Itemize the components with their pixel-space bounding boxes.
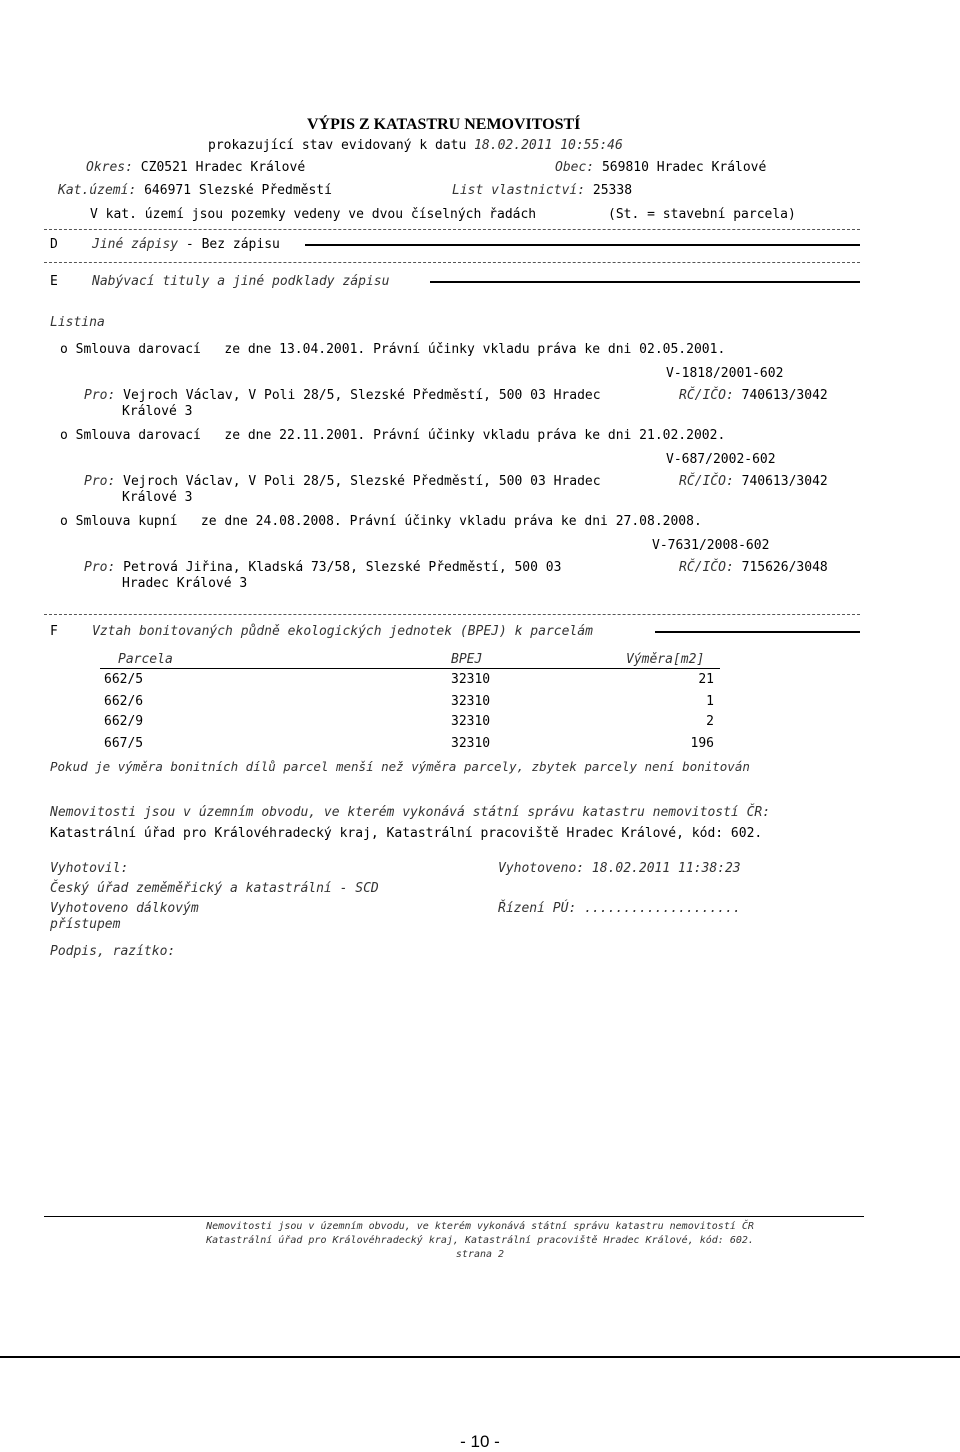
office-line-1: Nemovitosti jsou v územním obvodu, ve kterém vykonává státní správu katastru nemovitostí ČR: xyxy=(50,805,771,820)
table-header-rule xyxy=(100,668,720,669)
section-d-title: Jiné zápisy xyxy=(92,237,179,252)
rc-value: 740613/3042 xyxy=(741,474,828,489)
divider xyxy=(655,631,860,633)
vyhotoveno-label: Vyhotoveno: xyxy=(498,861,585,876)
vyhotovil-value: Český úřad zeměměřický a katastrální - SCD xyxy=(50,881,379,896)
cell-bpej: 32310 xyxy=(451,714,491,729)
listina-item xyxy=(60,428,725,443)
cell-bpej: 32310 xyxy=(451,672,491,687)
pro-text: Petrová Jiřina, Kladská 73/58, Slezské Předměstí, 500 03 xyxy=(123,560,562,575)
rc-line xyxy=(679,388,828,403)
pro-line-2: Hradec Králové 3 xyxy=(122,576,248,591)
page-number: - 10 - xyxy=(460,1432,500,1451)
section-f-title: Vztah bonitovaných půdně ekologických jednotek (BPEJ) k parcelám xyxy=(92,624,593,639)
divider xyxy=(305,244,860,246)
divider xyxy=(44,614,860,615)
rc-label: RČ/IČO: xyxy=(679,388,734,403)
kat-row xyxy=(58,183,332,198)
divider xyxy=(430,281,860,283)
cell-bpej: 32310 xyxy=(451,736,491,751)
pro-label: Pro: xyxy=(84,474,116,489)
obec-row xyxy=(555,160,766,175)
pro-label: Pro: xyxy=(84,560,116,575)
divider xyxy=(44,262,860,263)
listina-text: Smlouva kupní ze dne 24.08.2008. Právní účinky vkladu práva ke dni 27.08.2008. xyxy=(75,514,702,529)
podpis-label: Podpis, razítko: xyxy=(50,944,176,959)
rizeni-row xyxy=(498,901,741,916)
okres-label: Okres: xyxy=(86,160,133,175)
section-e-title: Nabývací tituly a jiné podklady zápisu xyxy=(92,274,390,289)
pro-text: Vejroch Václav, V Poli 28/5, Slezské Předměstí, 500 03 Hradec xyxy=(123,388,601,403)
vyhotoveno-dalkovym: Vyhotoveno dálkovým xyxy=(50,901,199,916)
pro-text: Vejroch Václav, V Poli 28/5, Slezské Předměstí, 500 03 Hradec xyxy=(123,474,601,489)
okres-row xyxy=(86,160,305,175)
footer-line-2: Katastrální úřad pro Královéhradecký kraj, Katastrální pracoviště Hradec Králové, kód: 602. xyxy=(206,1235,754,1246)
obec-value: 569810 Hradec Králové xyxy=(601,160,767,175)
subtitle-prefix: prokazující stav evidovaný k datu xyxy=(208,138,467,153)
rc-line xyxy=(679,474,828,489)
lv-label: List vlastnictví: xyxy=(452,183,586,198)
pristupem: přístupem xyxy=(50,917,121,932)
divider xyxy=(44,229,860,230)
section-d xyxy=(92,237,280,252)
rc-label: RČ/IČO: xyxy=(679,560,734,575)
pro-line xyxy=(84,474,601,489)
pro-label: Pro: xyxy=(84,388,116,403)
rc-value: 740613/3042 xyxy=(741,388,828,403)
parcel-note-right: (St. = stavební parcela) xyxy=(608,207,796,222)
cell-vymera: 21 xyxy=(698,672,714,687)
rc-line xyxy=(679,560,828,575)
bullet: o xyxy=(60,514,68,529)
table-header-parcela: Parcela xyxy=(118,652,173,667)
listina-ref: V-687/2002-602 xyxy=(666,452,776,467)
okres-value: CZ0521 Hradec Králové xyxy=(140,160,306,175)
office-line-2: Katastrální úřad pro Královéhradecký kraj, Katastrální pracoviště Hradec Králové, kód: 602. xyxy=(50,826,763,841)
bullet: o xyxy=(60,428,68,443)
rizeni-label: Řízení PÚ: xyxy=(498,901,577,916)
bullet: o xyxy=(60,342,68,357)
parcel-note: V kat. území jsou pozemky vedeny ve dvou číselných řadách xyxy=(90,207,537,222)
obec-label: Obec: xyxy=(555,160,595,175)
lv-value: 25338 xyxy=(592,183,633,198)
footer-rule xyxy=(44,1216,864,1217)
rc-label: RČ/IČO: xyxy=(679,474,734,489)
subtitle xyxy=(208,138,623,153)
cell-vymera: 196 xyxy=(690,736,714,751)
cell-parcela: 662/6 xyxy=(104,694,144,709)
listina-text: Smlouva darovací ze dne 13.04.2001. Právní účinky vkladu práva ke dni 02.05.2001. xyxy=(75,342,726,357)
listina-text: Smlouva darovací ze dne 22.11.2001. Právní účinky vkladu práva ke dni 21.02.2002. xyxy=(75,428,726,443)
lv-row xyxy=(452,183,632,198)
cell-vymera: 1 xyxy=(706,694,714,709)
section-f-letter: F xyxy=(50,624,58,639)
vyhotoveno-value: 18.02.2011 11:38:23 xyxy=(591,861,741,876)
section-d-value: - Bez zápisu xyxy=(185,237,280,252)
table-header-bpej: BPEJ xyxy=(451,652,483,667)
cell-parcela: 667/5 xyxy=(104,736,144,751)
listina-item xyxy=(60,342,725,357)
listina-item xyxy=(60,514,702,529)
cell-bpej: 32310 xyxy=(451,694,491,709)
kat-value: 646971 Slezské Předměstí xyxy=(144,183,332,198)
pro-line xyxy=(84,388,601,403)
cell-parcela: 662/5 xyxy=(104,672,144,687)
cell-parcela: 662/9 xyxy=(104,714,144,729)
bonitace-note: Pokud je výměra bonitních dílů parcel menší než výměra parcely, zbytek parcely není bonitován xyxy=(50,759,750,774)
vyhotovil-label: Vyhotovil: xyxy=(50,861,129,876)
cell-vymera: 2 xyxy=(706,714,714,729)
section-d-letter: D xyxy=(50,237,58,252)
subtitle-date: 18.02.2011 10:55:46 xyxy=(474,138,623,153)
listina-ref: V-1818/2001-602 xyxy=(666,366,784,381)
listina-label: Listina xyxy=(50,315,105,330)
listina-ref: V-7631/2008-602 xyxy=(652,538,770,553)
pro-line xyxy=(84,560,561,575)
kat-label: Kat.území: xyxy=(58,183,137,198)
bottom-rule xyxy=(0,1356,960,1358)
pro-line-2: Králové 3 xyxy=(122,404,193,419)
section-e-letter: E xyxy=(50,274,58,289)
rizeni-dots: .................... xyxy=(584,901,741,916)
document-title: VÝPIS Z KATASTRU NEMOVITOSTÍ xyxy=(307,116,581,133)
rc-value: 715626/3048 xyxy=(741,560,828,575)
footer-line-1: Nemovitosti jsou v územním obvodu, ve kterém vykonává státní správu katastru nemovitostí ČR xyxy=(206,1221,754,1232)
footer-strana: strana 2 xyxy=(455,1249,505,1260)
pro-line-2: Králové 3 xyxy=(122,490,193,505)
table-header-vymera: Výměra[m2] xyxy=(626,652,705,667)
vyhotoveno-row xyxy=(498,861,741,876)
